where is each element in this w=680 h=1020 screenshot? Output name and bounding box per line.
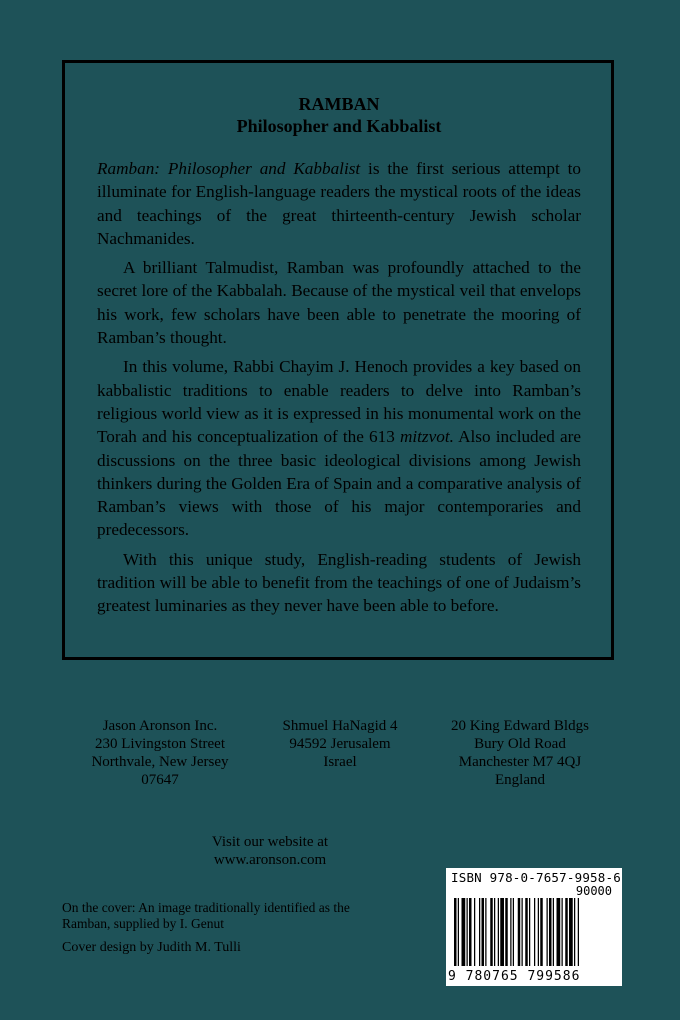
- barcode-stripe: [482, 898, 485, 966]
- book-title-italic: Ramban: Philosopher and Kabbalist: [97, 159, 361, 178]
- paragraph-4: With this unique study, English-reading students of Jewish tradition will be able to benefit from the teachings of one of Judaism’s greatest luminaries as they never have been able to before.: [97, 549, 581, 616]
- address-usa: [70, 717, 250, 789]
- barcode-stripe: [500, 898, 504, 966]
- barcode-stripe: [490, 898, 493, 966]
- barcode-stripe: [525, 898, 528, 966]
- barcode-stripe: [479, 898, 480, 966]
- barcode-stripe: [467, 898, 468, 966]
- barcode-stripe: [565, 898, 568, 966]
- website-note: [170, 833, 370, 869]
- publisher-addresses: [70, 717, 610, 789]
- paragraph-3-text-b: Also included are discussions on the three basic ideological divisions among Jewish thinkers during the Golden Era of Spain and a comparative analysis of Ramban’s views with those of his major contemporaries and predecessors.: [97, 427, 581, 540]
- address-line: Shmuel HaNagid 4: [282, 718, 398, 734]
- title-line-2: Philosopher and Kabbalist: [236, 116, 442, 136]
- address-line: 20 King Edward Bldgs: [451, 718, 589, 734]
- barcode-stripe: [578, 898, 579, 966]
- cover-credits: [62, 900, 392, 956]
- isbn-barcode: [446, 868, 622, 986]
- address-line: Manchester M7 4QJ: [458, 754, 582, 770]
- paragraph-3: [97, 355, 581, 541]
- website-url: www.aronson.com: [213, 852, 327, 868]
- description-panel: [62, 60, 614, 660]
- barcode-stripe: [462, 898, 466, 966]
- barcode-stripe: [529, 898, 530, 966]
- paragraph-2: A brilliant Talmudist, Ramban was profoundly attached to the secret lore of the Kabbalah. Because of the mystical veil that envelops his work, few scholars have been able to penetrate the mooring of Ramban’s thought.: [97, 258, 581, 348]
- address-line: Jason Aronson Inc.: [102, 718, 218, 734]
- barcode-stripe: [454, 898, 457, 966]
- barcode-stripe: [505, 898, 508, 966]
- address-line: 230 Livingston Street: [95, 736, 225, 752]
- mitzvot-italic: mitzvot.: [399, 427, 454, 447]
- title-line-1: RAMBAN: [298, 94, 380, 114]
- barcode-stripe: [469, 898, 472, 966]
- address-line: Bury Old Road: [474, 736, 566, 752]
- barcode-stripe: [534, 898, 535, 966]
- barcode-stripe: [569, 898, 573, 966]
- barcode-stripe: [510, 898, 511, 966]
- barcode-stripe: [540, 898, 543, 966]
- address-line: 07647: [141, 772, 179, 788]
- paragraph-1-text: is the first serious attempt to illuminate for English-language readers the mystical roots of the ideas and teachings of the great thirteenth-century Jewish scholar Nachmanides.: [97, 159, 581, 248]
- address-line: 94592 Jerusalem: [289, 736, 391, 752]
- isbn-number: ISBN 978-0-7657-9958-6: [451, 870, 621, 885]
- barcode-stripe: [498, 898, 499, 966]
- barcode-stripe: [557, 898, 561, 966]
- barcode-stripe: [518, 898, 521, 966]
- description-content: [97, 93, 581, 624]
- cover-design-credit: Cover design by Judith M. Tulli: [62, 940, 241, 955]
- book-title: [97, 93, 581, 137]
- barcode-stripe: [547, 898, 548, 966]
- barcode-stripe: [513, 898, 514, 966]
- barcode-stripe: [522, 898, 523, 966]
- barcode-stripe: [553, 898, 554, 966]
- price-code: 90000: [575, 884, 612, 898]
- barcode-stripe: [474, 898, 475, 966]
- cover-image-note: On the cover: An image traditionally identified as the Ramban, supplied by I. Genut: [62, 900, 350, 931]
- barcode-stripe: [538, 898, 539, 966]
- paragraph-3-text-a: In this volume, Rabbi Chayim J. Henoch provides a key based on kabbalistic traditions to enable readers to delve into Ramban’s religious world view as it is expressed in his monumental work on the Torah and his conceptualization of the 613: [97, 357, 581, 447]
- paragraph-1: [97, 157, 581, 250]
- barcode-bars: [454, 898, 614, 966]
- barcode-stripe: [549, 898, 552, 966]
- address-england: [430, 717, 610, 789]
- barcode-stripe: [494, 898, 495, 966]
- barcode-stripe: [458, 898, 459, 966]
- address-israel: [265, 717, 415, 789]
- address-line: England: [495, 772, 545, 788]
- ean-number: 9 780765 799586: [448, 969, 581, 984]
- address-line: Israel: [323, 754, 357, 770]
- website-label: Visit our website at: [211, 834, 329, 850]
- address-line: Northvale, New Jersey: [91, 754, 229, 770]
- barcode-stripe: [574, 898, 575, 966]
- barcode-stripe: [485, 898, 486, 966]
- barcode-stripe: [562, 898, 563, 966]
